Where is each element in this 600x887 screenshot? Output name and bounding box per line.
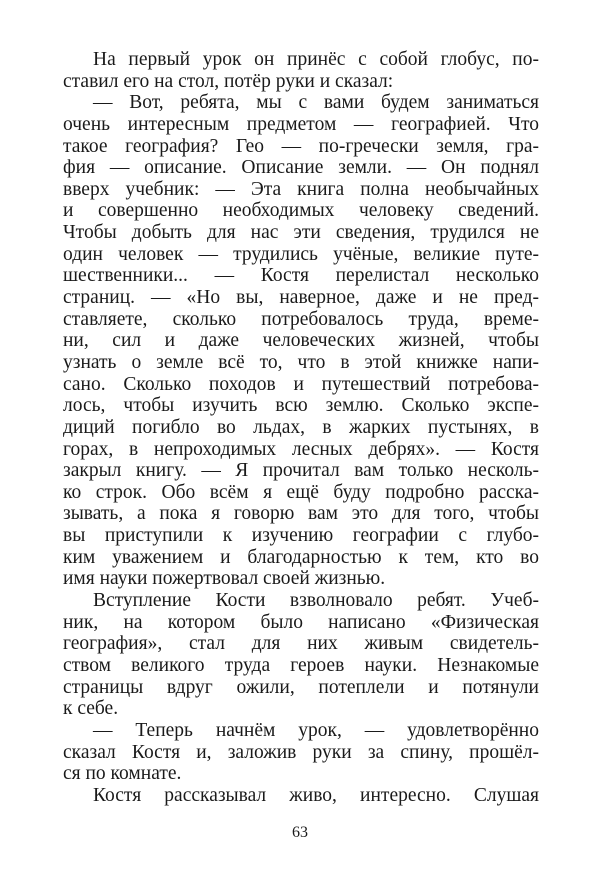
text-line: горах, в непроходимых лесных дебрях». — Костя [63,438,539,460]
text-line: ством великого труда героев науки. Незнакомые [63,654,539,676]
text-line: ко строк. Обо всём я ещё буду подробно расска- [63,481,539,503]
text-line: ся по комнате. [63,763,182,785]
text-line: Чтобы добыть для нас эти сведения, трудился не [63,222,539,244]
paragraph [63,720,539,785]
text-line: и совершенно необходимых человеку сведений. [63,200,539,222]
text-line: ставляете, сколько потребовалось труда, време- [63,308,539,330]
paragraph [63,785,539,807]
text-line: Костя рассказывал живо, интересно. Слушая [93,784,539,806]
text-line: ставил его на стол, потёр руки и сказал: [63,70,394,92]
text-line: фия — описание. Описание земли. — Он поднял [63,157,539,179]
text-line: очень интересным предметом — географией. Что [63,113,539,135]
text-line: лось, чтобы изучить всю землю. Сколько экспе- [63,395,539,417]
text-line: ким уважением и благодарностью к тем, кто во [63,546,539,568]
text-line: Вступление Кости взволновало ребят. Учеб- [93,590,539,612]
text-line: к себе. [63,698,119,720]
text-line: ник, на котором было написано «Физическая [63,611,539,633]
text-line: На первый урок он принёс с собой глобус, по- [93,49,539,70]
text-line: такое география? Гео — по-гречески земля, гра- [63,135,539,157]
text-line: — Теперь начнём урок, — удовлетворённо [93,719,539,741]
text-line: ни, сил и даже человеческих жизней, чтобы [63,330,539,352]
paragraph [63,49,539,92]
text-line: зывать, а пока я говорю вам это для того, чтобы [63,503,539,525]
paragraph [63,92,539,590]
text-line: шественники... — Костя перелистал несколько [63,265,539,287]
text-line: имя науки пожертвовал своей жизнью. [63,568,386,590]
text-line: узнать о земле всё то, что в этой книжке напи- [63,351,539,373]
text-line: один человек — трудились учёные, великие путе- [63,243,539,265]
text-line: диций погибло во льдах, в жарких пустынях, в [63,416,539,438]
text-line: страницы вдруг ожили, потеплели и потянули [63,676,539,698]
text-line: вы приступили к изучению географии с глубо- [63,525,539,547]
text-line: сано. Сколько походов и путешествий потребова- [63,373,539,395]
text-line: сказал Костя и, заложив руки за спину, прошёл- [63,741,539,763]
book-page-text [63,49,539,806]
page-number: 63 [292,824,308,841]
paragraph [63,590,539,720]
text-line: география», стал для них живым свидетель- [63,633,539,655]
text-line: — Вот, ребята, мы с вами будем заниматься [93,92,539,114]
text-line: закрыл книгу. — Я прочитал вам только несколь- [63,460,539,482]
text-line: страниц. — «Но вы, наверное, даже и не пред- [63,287,539,309]
text-line: вверх учебник: — Эта книга полна необычайных [63,178,539,200]
